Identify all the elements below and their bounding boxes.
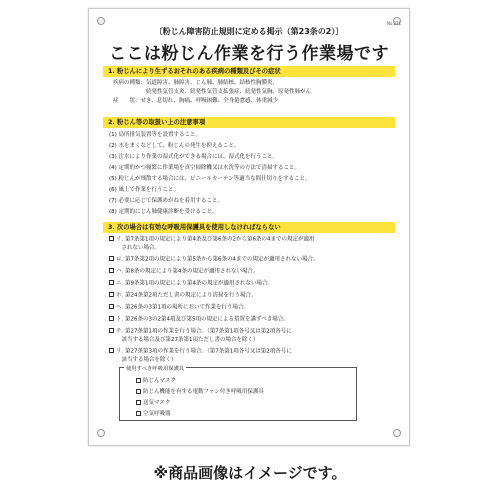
checkbox-icon bbox=[109, 304, 114, 309]
sign-subtitle: 〔粉じん障害防止規則に定める掲示（第23条の2）〕 bbox=[154, 27, 344, 36]
respirator-condition-cont: されない場合。 bbox=[116, 245, 161, 251]
sign-title: ここは粉じん作業を行う作業場です bbox=[109, 44, 389, 64]
image-caption: ※商品画像はイメージです。 bbox=[153, 464, 347, 482]
product-number: No.27L bbox=[387, 21, 401, 26]
mounting-hole-bottom-right bbox=[393, 429, 401, 437]
checkbox-icon bbox=[109, 348, 114, 353]
disease-types-line: 疾病の種類：気道障害、肺障害、じん肺、肺結核、結核性胸膜炎、 bbox=[113, 80, 279, 86]
section-heading-precautions: 2. 粉じん等の取扱い上の注意事項 bbox=[103, 117, 395, 128]
respirator-option: 防じん機能を有する電動ファン付き呼吸用保護具 bbox=[136, 387, 264, 395]
symptoms-line: 症 状：せき、息切れ、胸痛、呼吸困難、全身倦怠感、体重減少 bbox=[113, 98, 279, 104]
checkbox-icon bbox=[136, 400, 141, 405]
precaution-item: (8) 定期的にじん肺健康診断を受けること。 bbox=[109, 209, 218, 215]
precaution-item: (6) 風上で作業を行うこと。 bbox=[109, 187, 180, 193]
respirator-condition: ト. 第26条の3の2第4項及び第5項の規定による措置を講ずべき場合。 bbox=[109, 316, 289, 324]
precaution-item: (7) 必要に応じて保護めがねを着用すること。 bbox=[109, 198, 224, 204]
checkbox-icon bbox=[109, 268, 114, 273]
precaution-item: (1) 局所排気装置等を設置すること。 bbox=[109, 132, 202, 138]
checkbox-icon bbox=[109, 236, 114, 241]
checkbox-icon bbox=[136, 389, 141, 394]
precaution-item: (2) 水をまくなどして、粉じんの発生を抑えること。 bbox=[109, 143, 240, 149]
respirator-condition: チ. 第27条第1項の作業を行う場合。（第7条第1項各号又は第2項各号に bbox=[109, 328, 292, 336]
respirator-box-title: 使用すべき呼吸用保護具 bbox=[126, 366, 185, 372]
checkbox-icon bbox=[109, 328, 114, 333]
checkbox-icon bbox=[109, 292, 114, 297]
checkbox-icon bbox=[109, 256, 114, 261]
mounting-hole-bottom-left bbox=[97, 429, 105, 437]
respirator-condition: ロ. 第7条第2項の規定により第5条から第6条の4までの規定が適用されない場合。 bbox=[109, 256, 319, 264]
checkbox-icon bbox=[109, 316, 114, 321]
checkbox-icon bbox=[109, 280, 114, 285]
precaution-item: (5) 粉じんが飛散する場合には、ビニールカーテン等適当な間仕切りをすること。 bbox=[109, 176, 311, 182]
respirator-condition-cont: 該当する場合を除く） bbox=[116, 357, 177, 363]
respirator-option: 空気呼吸器 bbox=[136, 409, 171, 417]
respirator-option: 防じんマスク bbox=[136, 376, 176, 384]
safety-sign-board bbox=[88, 8, 410, 446]
respirator-condition: ニ. 第9条第1項の規定により第4条の規定が適用されない場合。 bbox=[109, 280, 273, 288]
respirator-condition: ヘ. 第26条の3第1項の場所において作業を行う場合。 bbox=[109, 304, 249, 312]
checkbox-icon bbox=[136, 411, 141, 416]
section-heading-diseases: 1. 粉じんにより生ずるおそれのある疾病の種類及びその症状 bbox=[103, 66, 395, 77]
respirator-condition: ハ. 第8条の規定により第4条の規定が適用されない場合。 bbox=[109, 268, 259, 276]
mounting-hole-top-left bbox=[97, 17, 105, 25]
respirator-condition: イ. 第7条第1項の規定により第4条及び第6条の2から第6条の4までの規定が適用 bbox=[109, 236, 315, 244]
precaution-item: (4) 定期的かつ頻繁に作業場を真空掃除機又は水洗等の方法で清掃すること。 bbox=[109, 165, 301, 171]
respirator-condition: ホ. 第24条第2項ただし書の規定により清掃を行う場合。 bbox=[109, 292, 257, 300]
section-heading-respirator: 3. 次の場合は有効な呼吸用保護具を使用しなければならない bbox=[103, 222, 395, 233]
disease-types-line-cont: 続発性気管支炎、続発性気管支拡張症、続発性気胸、原発性肺がん bbox=[113, 89, 312, 95]
precaution-item: (3) 注水により作業の湿式化ができる場合には、湿式化を行うこと。 bbox=[109, 154, 279, 160]
respirator-option: 送気マスク bbox=[136, 398, 171, 406]
respirator-condition-cont: 該当する場合及び第27条第1項ただし書の場合を除く） bbox=[116, 337, 259, 343]
respirator-condition: リ. 第27条第3項の作業を行う場合。（第7条第1項各号又は第2項各号に bbox=[109, 348, 292, 356]
checkbox-icon bbox=[136, 378, 141, 383]
respirator-options-box bbox=[119, 367, 357, 421]
